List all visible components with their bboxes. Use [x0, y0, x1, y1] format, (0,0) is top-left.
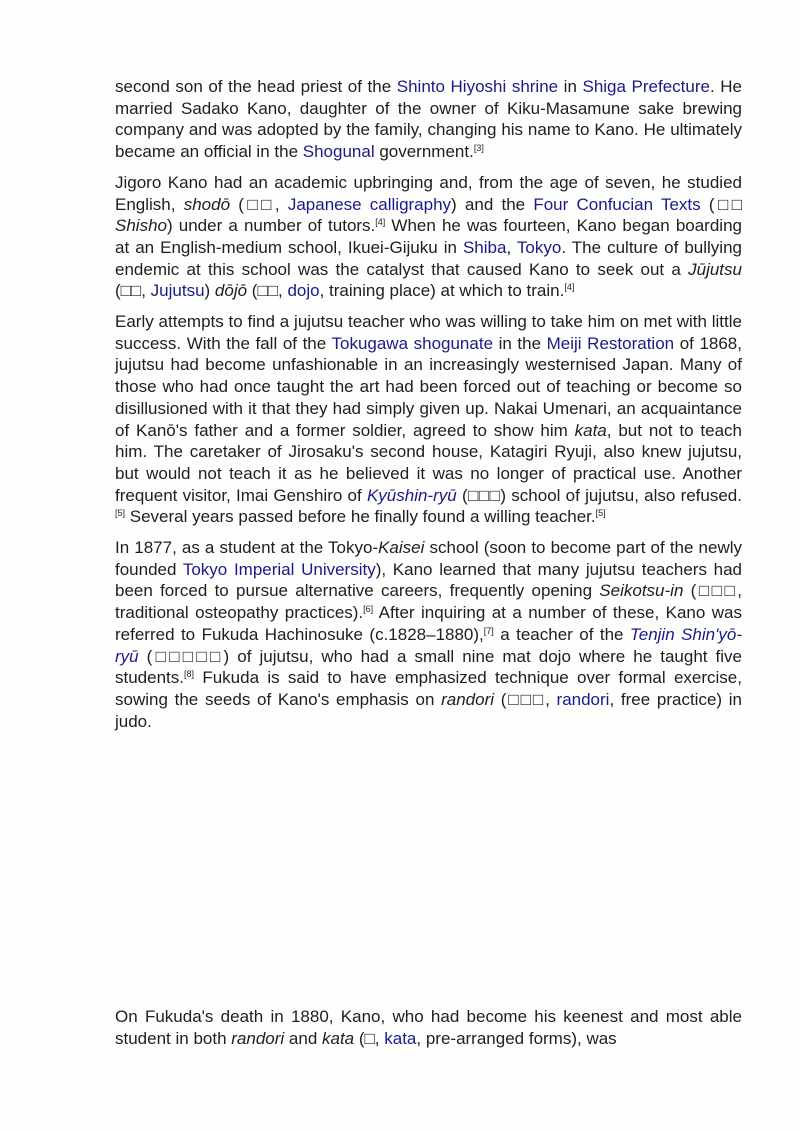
text-run: Fukuda is said to have emphasized technique over formal exercise, sowing the seeds of Kano's emphasis on	[115, 668, 742, 709]
wiki-link[interactable]: Shiga Prefecture	[582, 77, 710, 96]
text-run: of 1868, jujutsu had become unfashionable in an increasingly westernised Japan. Many of those who had once taught the art had been forced out of teaching or become so disillusioned with it that they had simply given up. Nakai Umenari, an acquaintance of Kanō's father and a former soldier, agreed to show him	[115, 333, 742, 440]
citation-ref[interactable]: [5]	[115, 508, 126, 519]
text-run: (□□□,	[494, 689, 557, 709]
citation-ref[interactable]: [7]	[483, 625, 494, 636]
text-run: in	[558, 77, 583, 96]
text-run: (□□	[700, 194, 743, 214]
text-run: ) and the	[451, 194, 534, 214]
text-run: After inquiring at a number of these, Kano was referred to Fukuda Hachinosuke (c.1828–1880),	[115, 603, 742, 644]
text-run: a teacher of the	[493, 624, 630, 644]
text-run: (□□□, traditional osteopathy practices).	[115, 581, 742, 623]
text-run: (□□,	[247, 281, 288, 301]
text-run: )	[204, 281, 215, 301]
text-run: On Fukuda's death in 1880, Kano, who had become his keenest and most able student in both	[115, 1007, 742, 1048]
text-run: . The culture of bullying endemic at this school was the catalyst that caused Kano to seek out a	[115, 237, 742, 279]
wiki-link[interactable]: Four Confucian Texts	[533, 194, 701, 214]
text-run: ,	[506, 237, 517, 257]
wiki-link[interactable]: randori	[556, 689, 610, 709]
wiki-link[interactable]: Shogunal	[302, 142, 375, 162]
italic-term: shodō	[183, 194, 231, 214]
italic-term: randori	[441, 689, 495, 709]
wiki-link[interactable]: Meiji Restoration	[546, 333, 675, 353]
wiki-link[interactable]: dojo	[287, 281, 320, 301]
text-block-lower	[115, 1006, 742, 1049]
citation-ref[interactable]: [6]	[363, 604, 374, 615]
text-run: , pre-arranged forms), was	[416, 1028, 617, 1048]
italic-term: randori	[231, 1028, 285, 1048]
wiki-link[interactable]: Tokyo Imperial University	[182, 559, 376, 579]
text-run: second son of the head priest of the	[115, 77, 397, 96]
italic-term: kata	[574, 420, 607, 440]
wiki-link[interactable]: Japanese calligraphy	[287, 194, 452, 214]
text-run: When he was fourteen, Kano began boarding at an English-medium school, Ikuei-Gijuku in	[115, 216, 742, 257]
italic-term: Kaisei	[378, 538, 425, 558]
text-run: , free practice) in judo.	[115, 689, 742, 731]
text-run: in the	[493, 333, 547, 353]
text-run: Several years passed before he finally found a willing teacher.	[125, 507, 596, 527]
paragraph	[115, 1006, 742, 1049]
citation-ref[interactable]: [4]	[375, 217, 386, 228]
text-run: (□,	[354, 1028, 385, 1048]
citation-ref[interactable]: [4]	[564, 282, 575, 293]
text-run: ), Kano learned that many jujutsu teachers had been forced to pursue alternative careers, frequently opening	[115, 559, 742, 601]
wiki-link[interactable]: Shiba	[462, 237, 507, 257]
text-run: Jigoro Kano had an academic upbringing and, from the age of seven, he studied English,	[115, 172, 742, 214]
paragraph	[115, 311, 742, 528]
italic-term: Jūjutsu	[688, 259, 742, 279]
wiki-link[interactable]: Tokugawa shogunate	[331, 333, 494, 353]
citation-ref[interactable]: [3]	[473, 143, 484, 154]
text-run: and	[284, 1028, 322, 1048]
italic-term: kata	[322, 1028, 355, 1048]
italic-term: Shisho	[115, 216, 167, 236]
text-run: government.	[374, 142, 474, 162]
paragraph	[115, 537, 742, 732]
text-run: . He married Sadako Kano, daughter of the owner of Kiku-Masamune sake brewing company and was adopted by the family, changing his name to Kano. He ultimately became an official in the	[115, 77, 742, 162]
italic-term: dōjō	[214, 281, 248, 301]
text-run: school (soon to become part of the newly founded	[115, 538, 742, 579]
paragraph	[115, 172, 742, 302]
text-run: , training place) at which to train.	[319, 281, 565, 301]
paragraph	[115, 76, 742, 163]
text-run: ) under a number of tutors.	[166, 216, 376, 236]
text-run: (□□,	[230, 194, 288, 214]
wiki-link[interactable]: Jujutsu	[150, 281, 205, 301]
wiki-link[interactable]: Kyūshin-ryū	[366, 485, 457, 505]
wiki-link[interactable]: Shinto Hiyoshi shrine	[396, 77, 559, 96]
citation-ref[interactable]: [8]	[184, 669, 195, 680]
citation-ref[interactable]: [5]	[595, 508, 606, 519]
italic-term: Seikotsu-in	[599, 581, 684, 601]
text-run: (□□,	[115, 281, 151, 301]
text-run: (□□□) school of jujutsu, also refused.	[456, 485, 742, 505]
text-block-upper	[115, 76, 742, 741]
wiki-link[interactable]: Tokyo	[516, 237, 562, 257]
text-run: , but not to teach him. The caretaker of Jirosaku's second house, Katagiri Ryuji, also knew jujutsu, but would not teach it as he believed it was no longer of practical use. Another frequent visitor, Imai Genshiro of	[115, 420, 742, 505]
wiki-link[interactable]: kata	[384, 1028, 417, 1048]
text-run: (□□□□□) of jujutsu, who had a small nine mat dojo where he taught five students.	[115, 646, 742, 688]
text-run: Early attempts to find a jujutsu teacher who was willing to take him on met with little success. With the fall of the	[115, 312, 742, 353]
wiki-link[interactable]: Tenjin Shin'yō-ryū	[115, 624, 742, 666]
text-run: In 1877, as a student at the Tokyo-	[115, 538, 379, 558]
